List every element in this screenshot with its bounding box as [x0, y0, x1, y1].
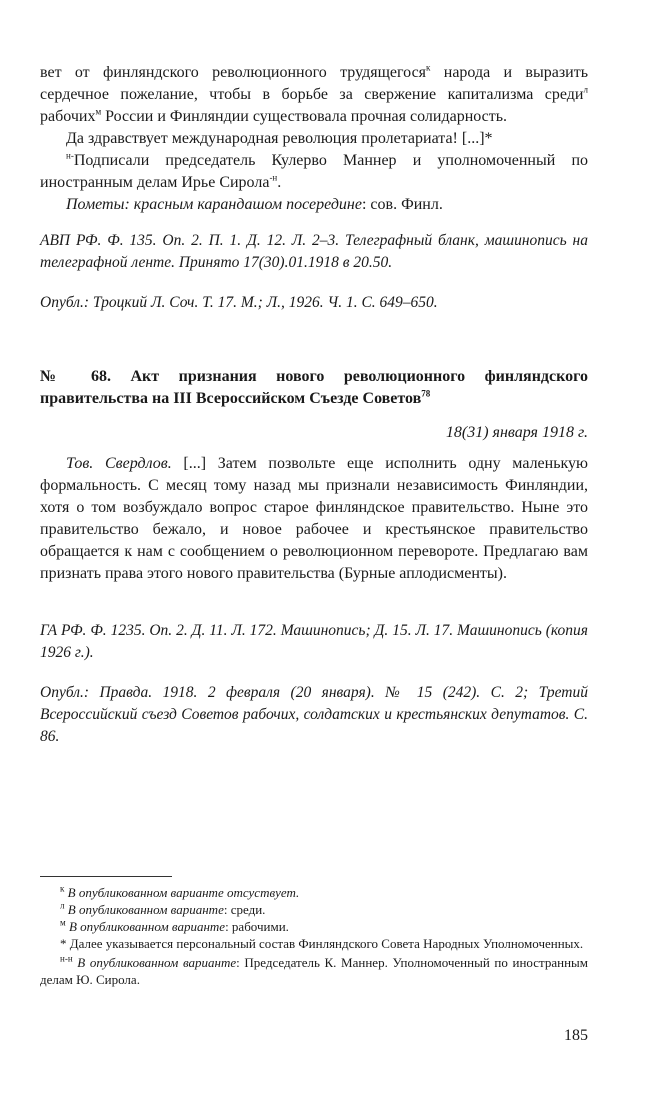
footnote-mark: * — [60, 936, 67, 951]
source-block-1 — [40, 230, 588, 274]
footnote-italic: В опубликованном варианте — [67, 902, 224, 917]
intro-text-4: России и Финляндии существовала прочная солидарность. — [101, 108, 508, 125]
intro-paragraph — [40, 62, 588, 128]
doc68-publication-ref: Опубл.: Правда. 1918. 2 февраля (20 января). № 15 (242). С. 2; Третий Всероссийский съезд Советов рабочих, солдатских и крестьянских депутатов. С. 86. — [40, 684, 588, 745]
marks-italic: : красным карандашом посередине — [124, 196, 362, 213]
footnote-item — [40, 954, 588, 988]
footnote-ref-n-open: н- — [66, 150, 74, 161]
footnote-text: : рабочими. — [225, 919, 289, 934]
publication-block-1 — [40, 292, 588, 314]
signed-line — [40, 150, 588, 194]
long-live-line: Да здравствует международная революция пролетариата! [...]* — [66, 130, 493, 147]
footnote-divider — [40, 876, 172, 877]
page-number: 185 — [564, 1027, 588, 1044]
archive-source-1: АВП РФ. Ф. 135. Оп. 2. П. 1. Д. 12. Л. 2–3. Телеграфный бланк, машинопись на телеграфной ленте. Принято 17(30).01.1918 в 20.50. — [40, 232, 588, 271]
footnote-item — [40, 884, 588, 901]
doc68-body-block — [40, 453, 588, 585]
doc68-publication-block — [40, 682, 588, 748]
doc68-source-block — [40, 620, 588, 664]
footnote-ref-n-close: -н — [269, 172, 278, 183]
footnote-text: Далее указывается персональный состав Финляндского Совета Народных Уполномоченных. — [69, 936, 584, 951]
publication-ref-1: Опубл.: Троцкий Л. Соч. Т. 17. М.; Л., 1926. Ч. 1. С. 649–650. — [40, 294, 438, 311]
footnote-italic: В опубликованном варианте — [77, 955, 237, 970]
intro-section — [40, 62, 588, 216]
doc68-archive-source: ГА РФ. Ф. 1235. Оп. 2. Д. 11. Л. 172. Машинопись; Д. 15. Л. 17. Машинопись (копия 1926 г.). — [40, 622, 588, 661]
intro-text-1: вет от финляндского революционного трудящегося — [40, 64, 427, 81]
intro-text-3: рабочих — [40, 108, 96, 125]
footnote-italic: В опубликованном варианте — [68, 919, 226, 934]
footnote-italic: В опубликованном варианте отсуствует. — [67, 885, 300, 900]
speech-text: [...] Затем позвольте еще исполнить одну маленькую формальность. С месяц тому назад мы признали независимость Финляндии, хотя о том возбуждало вопрос старое финляндское правительство. Ныне это правительство бежало, и новое рабочее и крестьянское правительство обращается к нам с сообщением о революционном перевороте. Предлагаю вам признать права этого нового правительства (Бурные аплодисменты). — [40, 455, 589, 582]
doc68-date-block — [40, 422, 588, 444]
marks-line — [40, 194, 588, 216]
marks-label: Пометы — [66, 196, 125, 213]
footnote-mark: м — [60, 917, 66, 928]
footnote-mark: л — [60, 900, 65, 911]
heading-note-ref: 78 — [421, 388, 431, 399]
doc68-date: 18(31) января 1918 г. — [445, 424, 588, 441]
intro-text-2: народа и выразить сердечное пожелание, чтобы в борьбе за свержение капитализма среди — [40, 64, 589, 103]
footnote-mark: к — [60, 883, 65, 894]
doc68-body — [40, 453, 588, 585]
signed-text: Подписали председатель Кулерво Маннер и уполномоченный по иностранным делам Ирье Сирола — [40, 152, 588, 191]
footnote-ref-l: л — [583, 84, 588, 95]
signed-end: . — [277, 174, 282, 191]
footnote-text: : Председатель К. Маннер. Уполномоченный по иностранным делам Ю. Сирола. — [40, 955, 588, 987]
doc68-heading-block — [40, 366, 588, 410]
footnote-item — [40, 901, 588, 918]
footnote-ref-m: м — [95, 106, 102, 117]
doc68-heading — [40, 366, 588, 410]
marks-text: : сов. Финл. — [361, 196, 443, 213]
footnote-item — [40, 935, 588, 952]
doc68-heading-text: № 68. Акт признания нового революционного финляндского правительства на III Всероссийском Съезде Советов — [40, 368, 588, 407]
footnote-mark: н-н — [60, 953, 73, 964]
footnote-text: : среди. — [223, 902, 266, 917]
footnote-item — [40, 918, 588, 935]
speaker-name: Тов. Свердлов. — [66, 455, 172, 472]
footnote-ref-k: к — [426, 62, 431, 73]
footnotes-section — [40, 884, 588, 988]
